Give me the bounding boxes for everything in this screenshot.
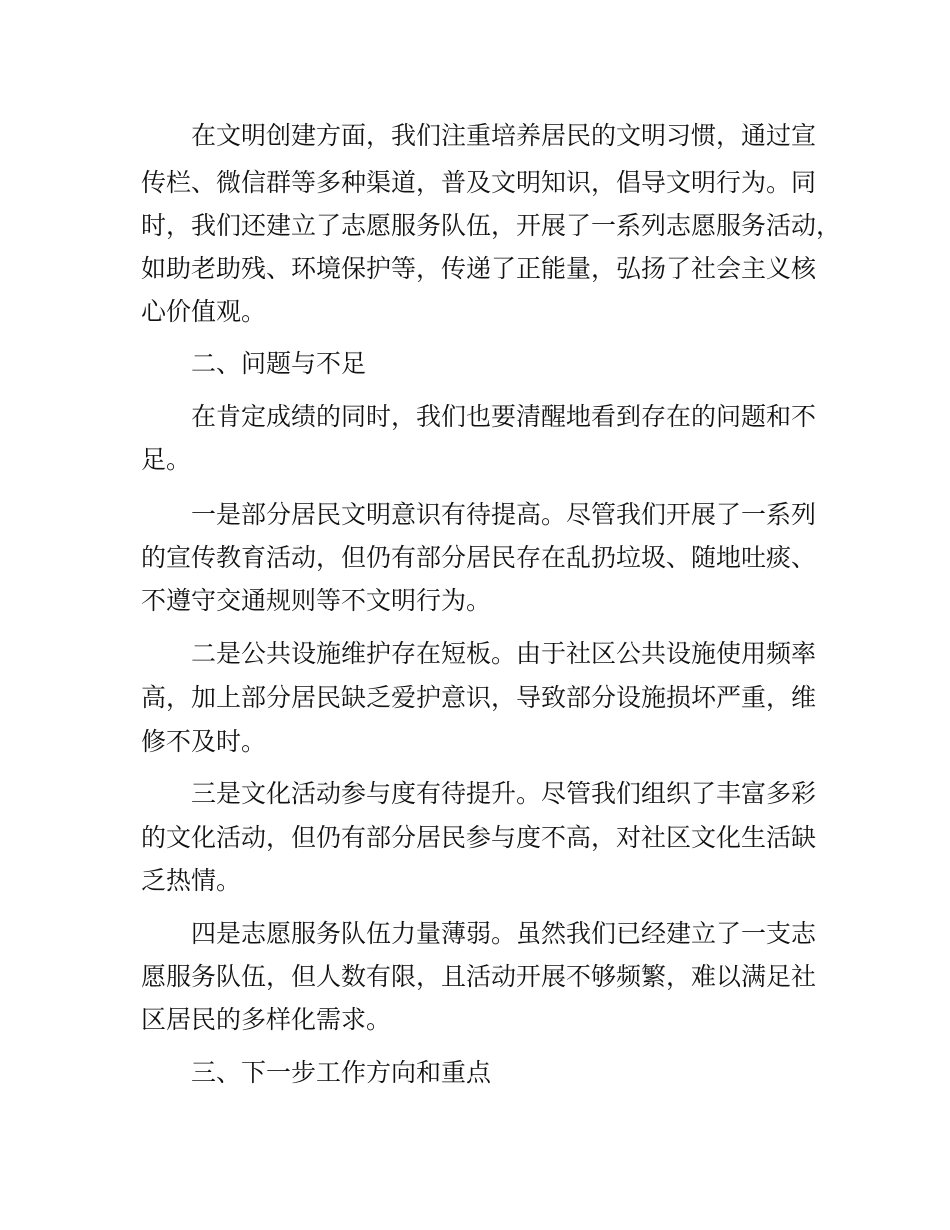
paragraph-line: 高，加上部分居民缺乏爱护意识，导致部分设施损坏严重，维 bbox=[141, 683, 817, 712]
paragraph-line: 二是公共设施维护存在短板。由于社区公共设施使用频率 bbox=[191, 639, 817, 668]
paragraph-line: 四是志愿服务队伍力量薄弱。虽然我们已经建立了一支志 bbox=[191, 919, 817, 948]
paragraph-line: 区居民的多样化需求。 bbox=[141, 1005, 392, 1034]
paragraph-line: 如助老助残、环境保护等，传递了正能量，弘扬了社会主义核 bbox=[141, 254, 817, 283]
paragraph-line: 在肯定成绩的同时，我们也要清醒地看到存在的问题和不 bbox=[191, 402, 817, 431]
paragraph-line: 不遵守交通规则等不文明行为。 bbox=[141, 586, 492, 615]
paragraph-line: 乏热情。 bbox=[141, 866, 242, 895]
paragraph-line: 三是文化活动参与度有待提升。尽管我们组织了丰富多彩 bbox=[191, 779, 817, 808]
paragraph-line: 的宣传教育活动，但仍有部分居民存在乱扔垃圾、随地吐痰、 bbox=[141, 543, 817, 572]
section-heading: 二、问题与不足 bbox=[191, 349, 367, 378]
paragraph-line: 时，我们还建立了志愿服务队伍，开展了一系列志愿服务活动， bbox=[141, 211, 842, 240]
paragraph-line: 的文化活动，但仍有部分居民参与度不高，对社区文化生活缺 bbox=[141, 823, 817, 852]
paragraph-line: 一是部分居民文明意识有待提高。尽管我们开展了一系列 bbox=[191, 500, 817, 529]
paragraph-line: 愿服务队伍，但人数有限，且活动开展不够频繁，难以满足社 bbox=[141, 962, 817, 991]
paragraph-line: 心价值观。 bbox=[141, 297, 267, 326]
paragraph-line: 足。 bbox=[141, 445, 192, 474]
section-heading: 三、下一步工作方向和重点 bbox=[191, 1058, 492, 1087]
paragraph-line: 修不及时。 bbox=[141, 727, 267, 756]
paragraph-line: 在文明创建方面，我们注重培养居民的文明习惯，通过宣 bbox=[191, 121, 817, 150]
paragraph-line: 传栏、微信群等多种渠道，普及文明知识，倡导文明行为。同 bbox=[141, 168, 817, 197]
